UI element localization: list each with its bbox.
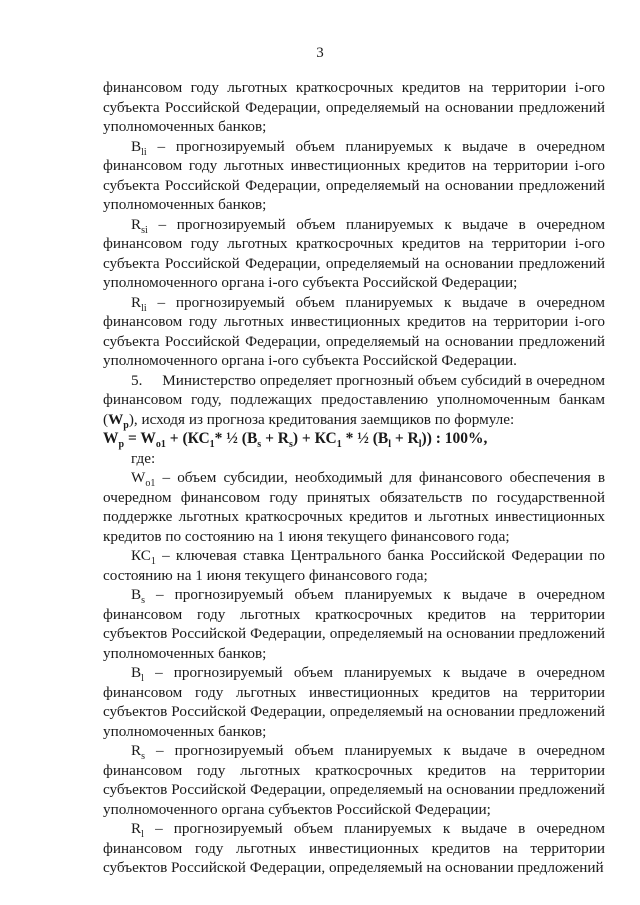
definition-r-s: $R_s$ – прогнозируемый объем планируемых к выдаче в очередном финансовом году льготных краткосрочных кредитов на территории субъектов Российской Федерации, определяемый на основании предложений уполномоченного органа субъектов Российской Федерации; bbox=[103, 742, 605, 818]
definition-b-s: $B_s$ – прогнозируемый объем планируемых к выдаче в очередном финансовом году льготных краткосрочных кредитов на территории субъектов Российской Федерации, определяемый на основании предложений уполномоченных банков; bbox=[103, 586, 605, 662]
definition-r-l: $R_l$ – прогнозируемый объем планируемых к выдаче в очередном финансовом году льготных инвестиционных кредитов на территории субъектов Российской Федерации, определяемый на основании предложений bbox=[103, 820, 605, 876]
definition-b-li: $B_{li}$ – прогнозируемый объем планируемых к выдаче в очередном финансовом году льготных инвестиционных кредитов на территории i-ого субъекта Российской Федерации, определяемый на основании предложений уполномоченных банков; bbox=[103, 137, 605, 213]
definition-r-li: $R_{li}$ – прогнозируемый объем планируемых к выдаче в очередном финансовом году льготных инвестиционных кредитов на территории i-ого субъекта Российской Федерации, определяемый на основании предложений уполномоченного органа i-ого субъекта Российской Федерации. bbox=[103, 293, 605, 369]
subsidy-formula: $W_p = W_{o1} + (КС_1*$ ½ $(B_s + R_s) + КС_1$ * ½ $(B_l + R_l)$) : 100%, bbox=[103, 430, 488, 451]
paragraph-continuation: финансовом году льготных краткосрочных кредитов на территории i-ого субъекта Российской Федерации, определяемый на основании предложений уполномоченных банков; bbox=[103, 79, 605, 135]
where-label: где: bbox=[131, 449, 156, 467]
clause-5: 5. Министерство определяет прогнозный объем субсидий в очередном финансовом году, подлежащих предоставлению уполномоченным банкам $(W_p)$, исходя из прогноза кредитования заемщиков по формуле: bbox=[103, 371, 605, 431]
definition-ks1: $КС_1$ – ключевая ставка Центрального банка Российской Федерации по состоянию на 1 июня текущего финансового года; bbox=[103, 547, 605, 584]
document-body bbox=[103, 78, 605, 878]
definition-b-l: $B_l$ – прогнозируемый объем планируемых к выдаче в очередном финансовом году льготных инвестиционных кредитов на территории субъектов Российской Федерации, определяемый на основании предложений уполномоченных банков; bbox=[103, 664, 605, 740]
page-number: 3 bbox=[316, 45, 324, 61]
definition-r-si: $R_{si}$ – прогнозируемый объем планируемых к выдаче в очередном финансовом году льготных краткосрочных кредитов на территории i-ого субъекта Российской Федерации, определяемый на основании предложений уполномоченного органа i-ого субъекта Российской Федерации; bbox=[103, 215, 605, 291]
definition-w-o1: $W_{o1}$ – объем субсидии, необходимый для финансового обеспечения в очередном финансовом году принятых обязательств по государственной поддержке льготных краткосрочных кредитов и льготных инвестиционных кредитов по состоянию на 1 июня текущего финансового года; bbox=[103, 469, 605, 545]
